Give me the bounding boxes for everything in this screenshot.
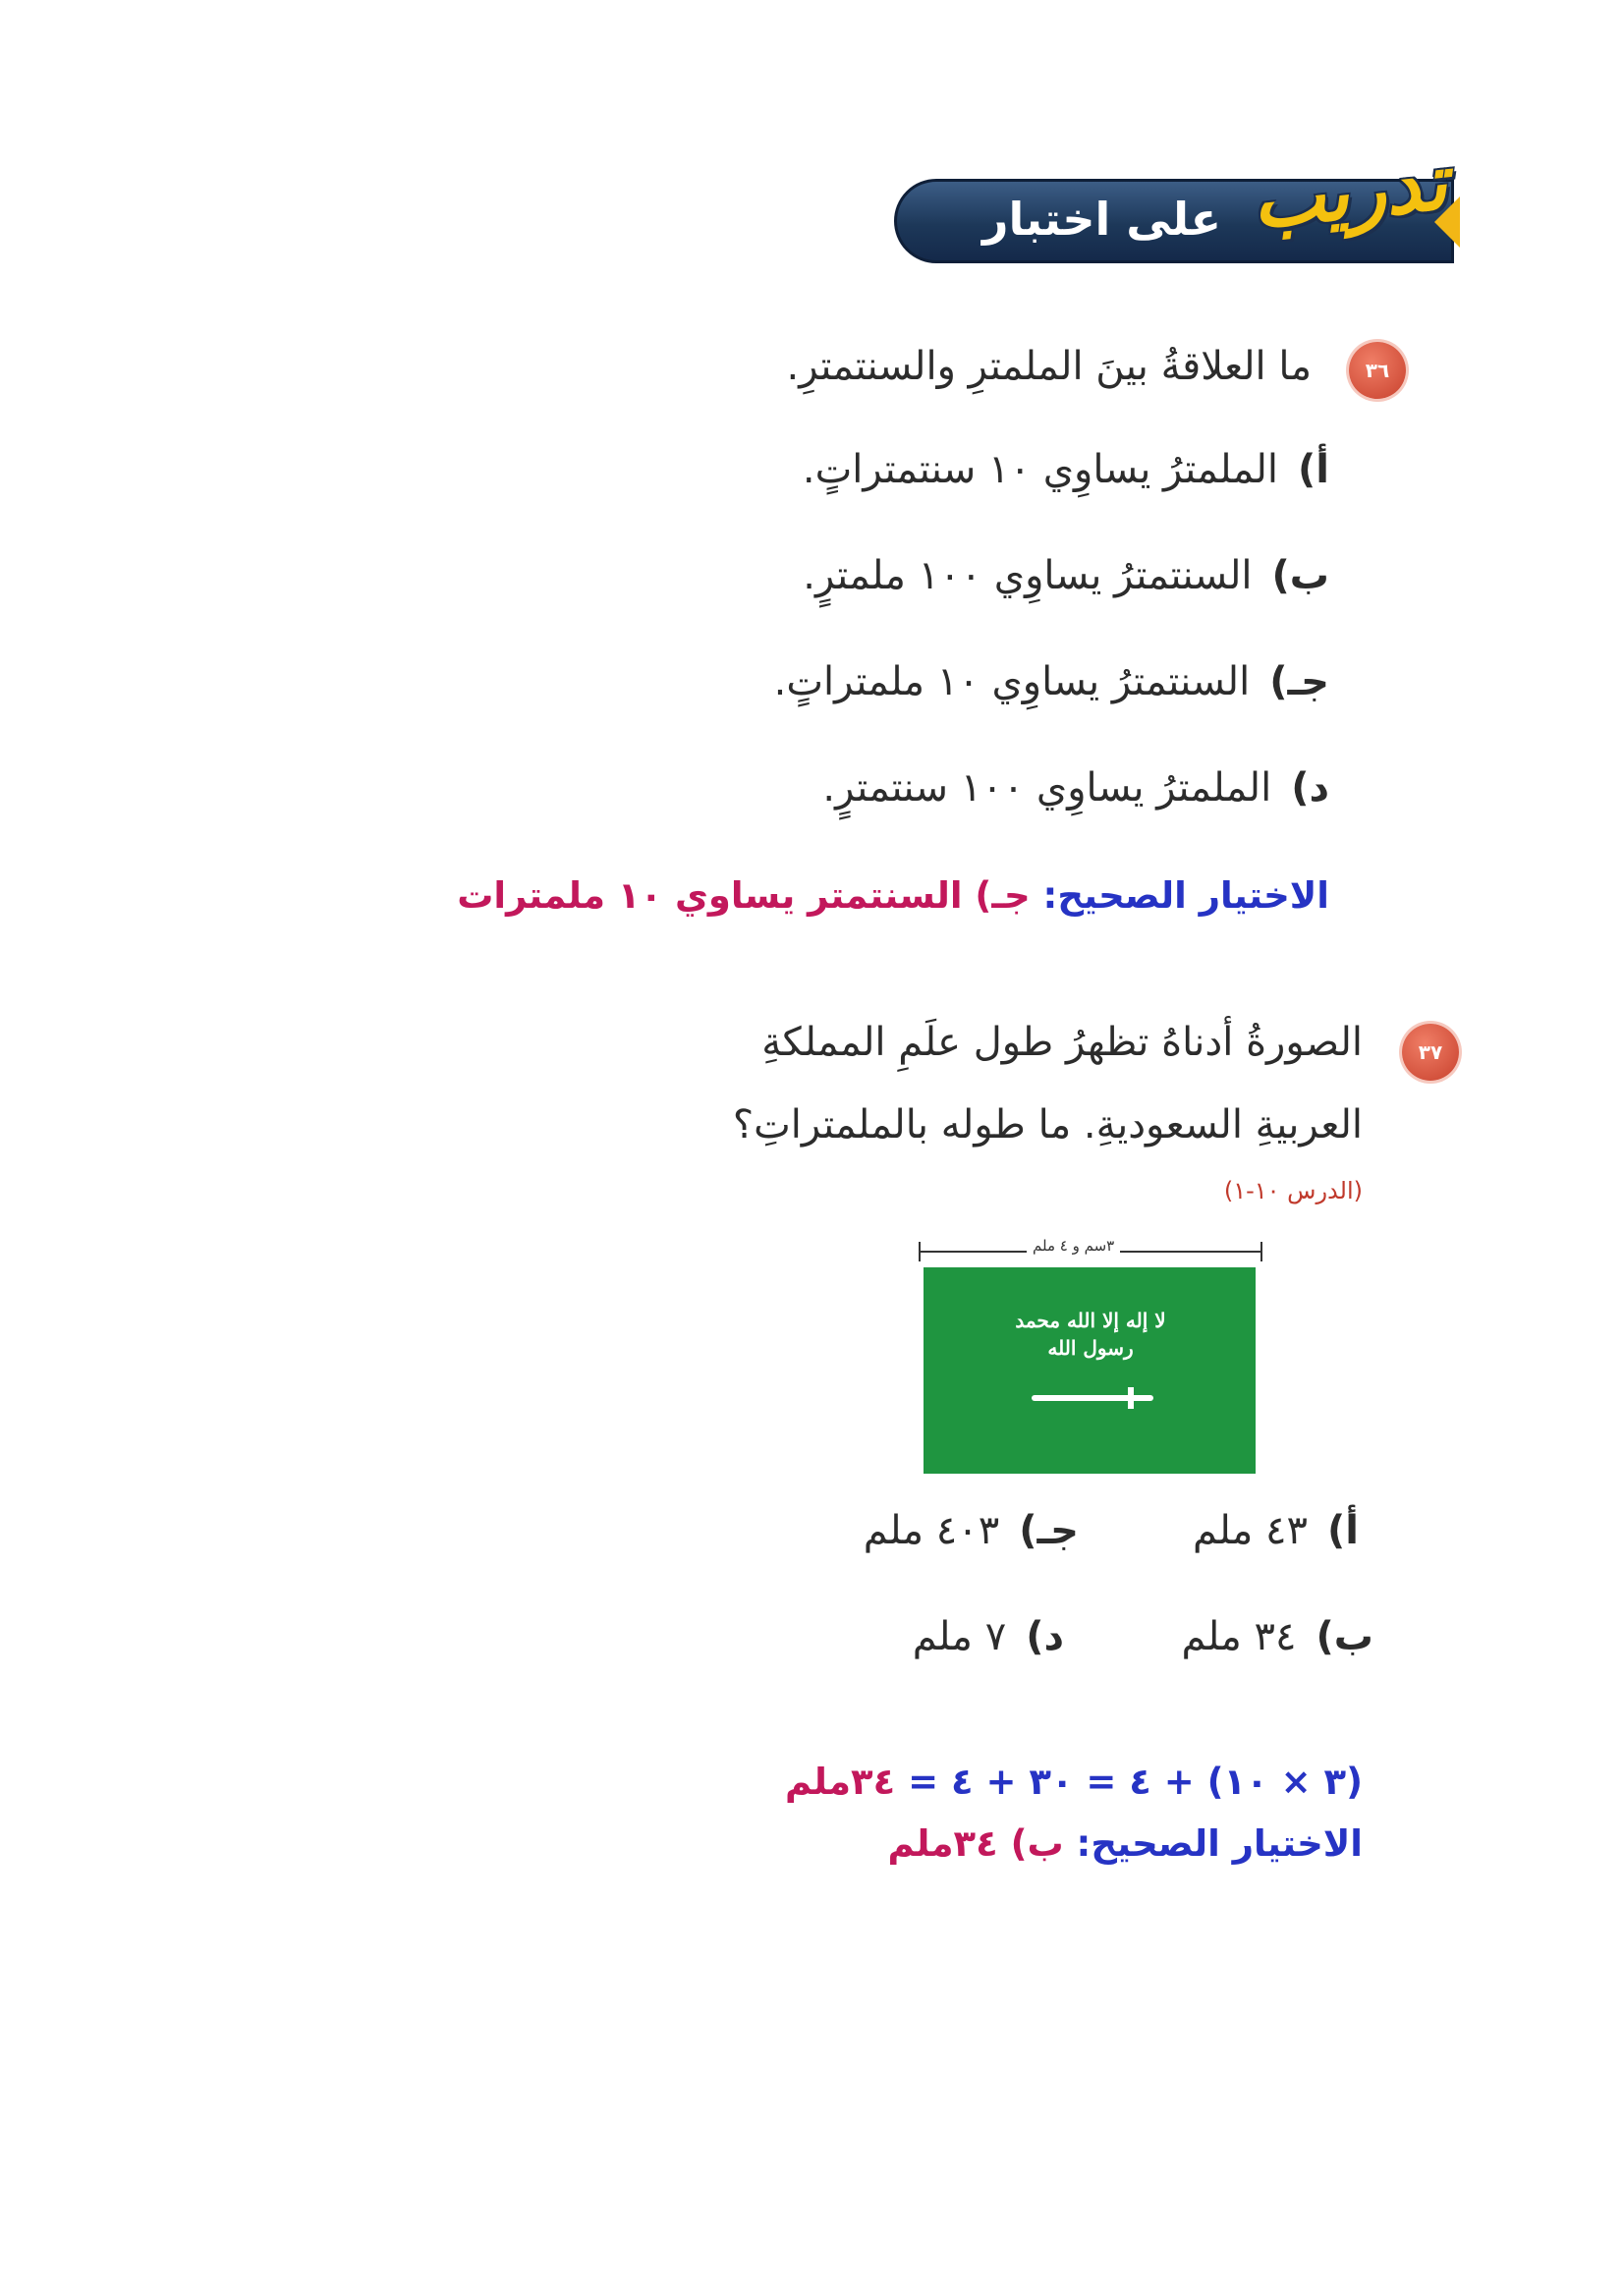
worked-solution [785,1761,1363,1803]
choice-letter: أ) [1327,1508,1359,1553]
banner-title: على اختبار [982,193,1221,246]
choice-text: السنتمترُ يساوِي ١٠٠ ملمترٍ. [803,553,1253,598]
solution-result: ٣٤ملم [784,1761,896,1803]
choice-letter: ب) [1271,553,1329,598]
choice-letter: أ) [1298,447,1329,492]
choice-text: ٤٣ ملم [1193,1508,1308,1553]
choice-letter: جـ) [1269,659,1329,704]
choice-text: ٣٤ ملم [1181,1614,1297,1659]
dimension-label: ٣سم و ٤ ملم [1027,1237,1120,1255]
choice-text: السنتمترُ يساوِي ١٠ ملمتراتٍ. [773,659,1251,704]
answer-text: جـ) السنتمتر يساوي ١٠ ملمترات [457,874,1031,917]
banner-title-script: تدريب [1248,137,1452,248]
dimension-tick [1260,1242,1262,1261]
question-number-badge: ٣٧ [1402,1024,1459,1081]
flag-sword-icon [1032,1395,1153,1401]
answer-letter: ب) [1010,1822,1064,1865]
dimension-tick [919,1242,921,1261]
lesson-reference: (الدرس ١٠-١) [1223,1177,1363,1204]
choice-letter: جـ) [1019,1508,1079,1553]
correct-answer [887,1822,1363,1865]
saudi-flag-image [924,1267,1256,1474]
answer-label: الاختيار الصحيح: [1076,1822,1363,1865]
choice-letter: د) [1291,765,1329,811]
question-stem-line2: العربيةِ السعوديةِ. ما طوله بالملمتراتِ؟ [732,1102,1363,1148]
choice-d [822,765,1329,811]
choice-b [803,553,1329,598]
choice-a [1193,1508,1359,1553]
flag-sword-hilt [1128,1387,1134,1409]
solution-expression: (٣ × ١٠) + ٤ = ٣٠ + ٤ = [908,1761,1363,1803]
choice-a [803,447,1329,492]
choice-text: ٤٠٣ ملم [863,1508,1000,1553]
choice-letter: د) [1026,1614,1064,1659]
question-stem-line1: الصورةُ أدناهُ تظهرُ طول علَمِ المملكةِ [761,1020,1363,1065]
answer-label: الاختيار الصحيح: [1042,874,1329,917]
flag-inscription: لا إله إلا الله محمد رسول الله [1015,1309,1166,1360]
choice-c [774,659,1329,704]
choice-text: ٧ ملم [912,1614,1007,1659]
choice-c [864,1508,1079,1553]
choice-letter: ب) [1316,1614,1373,1659]
choice-text: الملمترُ يساوِي ١٠ سنتمتراتٍ. [802,447,1278,492]
correct-answer [457,874,1329,917]
question-stem: ما العلاقةُ بينَ الملمترِ والسنتمترِ. [786,344,1312,389]
question-number-badge: ٣٦ [1349,342,1406,399]
choice-text: الملمترُ يساوِي ١٠٠ سنتمترٍ. [822,765,1272,811]
answer-text: ٣٤ملم [887,1822,998,1865]
choice-d [913,1614,1064,1659]
choice-b [1182,1614,1373,1659]
